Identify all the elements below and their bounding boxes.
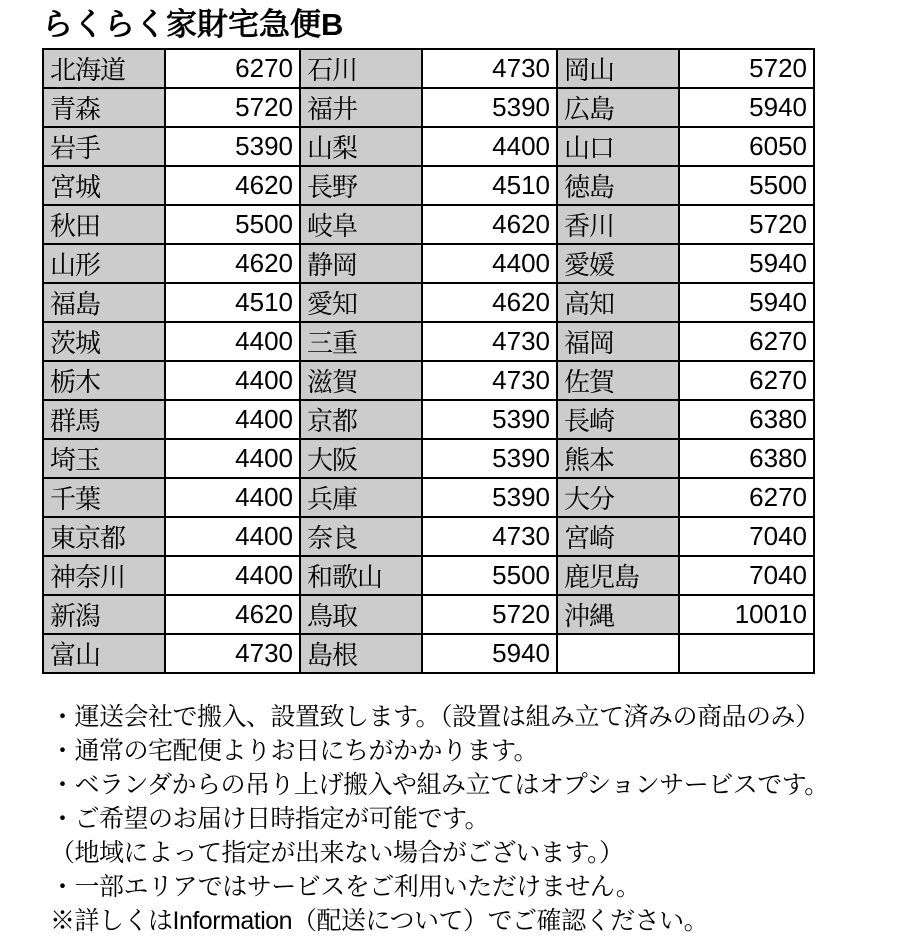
fee-cell: 4400: [165, 556, 300, 595]
fee-cell: 4620: [165, 595, 300, 634]
table-row: [43, 322, 814, 361]
prefecture-cell: 兵庫: [300, 478, 422, 517]
fee-cell: 4620: [422, 283, 557, 322]
notes-list: [50, 700, 878, 938]
fee-cell: 6270: [679, 361, 814, 400]
prefecture-cell: 青森: [43, 88, 165, 127]
table-row: [43, 361, 814, 400]
note-line: ※詳しくはInformation（配送について）でご確認ください。: [50, 907, 709, 935]
fee-cell: 4620: [422, 205, 557, 244]
table-row: [43, 556, 814, 595]
table-row: [43, 595, 814, 634]
fee-cell: 4510: [165, 283, 300, 322]
table-row: [43, 127, 814, 166]
prefecture-cell: 鳥取: [300, 595, 422, 634]
fee-cell: 4400: [422, 127, 557, 166]
note-line: ・一部エリアではサービスをご利用いただけません。: [50, 873, 641, 901]
fee-cell: 6270: [679, 478, 814, 517]
fee-cell: 6380: [679, 439, 814, 478]
note-line: ・ベランダからの吊り上げ搬入や組み立てはオプションサービスです。: [50, 771, 829, 799]
prefecture-cell: 宮崎: [557, 517, 679, 556]
table-row: [43, 634, 814, 673]
shipping-fee-table: [42, 48, 815, 674]
prefecture-cell: 茨城: [43, 322, 165, 361]
note-line: ・運送会社で搬入、設置致します。（設置は組み立て済みの商品のみ）: [50, 703, 820, 731]
table-row: [43, 400, 814, 439]
prefecture-cell: 広島: [557, 88, 679, 127]
fee-table-body: [43, 49, 814, 673]
prefecture-cell: 岡山: [557, 49, 679, 88]
fee-cell: 6270: [165, 49, 300, 88]
prefecture-cell: 沖縄: [557, 595, 679, 634]
fee-cell: 5940: [679, 88, 814, 127]
prefecture-cell: 徳島: [557, 166, 679, 205]
fee-cell: 4730: [165, 634, 300, 673]
fee-cell: 6050: [679, 127, 814, 166]
fee-cell: 4510: [422, 166, 557, 205]
prefecture-cell: 滋賀: [300, 361, 422, 400]
prefecture-cell: 石川: [300, 49, 422, 88]
prefecture-cell: 福島: [43, 283, 165, 322]
fee-cell: 5500: [165, 205, 300, 244]
prefecture-cell: 和歌山: [300, 556, 422, 595]
table-row: [43, 244, 814, 283]
table-row: [43, 49, 814, 88]
prefecture-cell: 香川: [557, 205, 679, 244]
prefecture-cell: 新潟: [43, 595, 165, 634]
prefecture-cell: 東京都: [43, 517, 165, 556]
fee-cell: 5390: [422, 478, 557, 517]
prefecture-cell: 大分: [557, 478, 679, 517]
prefecture-cell: 神奈川: [43, 556, 165, 595]
prefecture-cell: 熊本: [557, 439, 679, 478]
table-row: [43, 478, 814, 517]
fee-cell: 6380: [679, 400, 814, 439]
prefecture-cell: 岐阜: [300, 205, 422, 244]
prefecture-cell: 島根: [300, 634, 422, 673]
prefecture-cell: 長野: [300, 166, 422, 205]
table-row: [43, 205, 814, 244]
prefecture-cell: 長崎: [557, 400, 679, 439]
prefecture-cell: 岩手: [43, 127, 165, 166]
fee-cell: 5940: [679, 283, 814, 322]
fee-cell: 4400: [165, 439, 300, 478]
prefecture-cell: 群馬: [43, 400, 165, 439]
page-title: らくらく家財宅急便B: [42, 7, 344, 42]
fee-cell: 4400: [165, 400, 300, 439]
prefecture-cell: 北海道: [43, 49, 165, 88]
prefecture-cell: 富山: [43, 634, 165, 673]
table-row: [43, 439, 814, 478]
empty-cell: [679, 634, 814, 673]
fee-cell: 4400: [165, 322, 300, 361]
note-line: ・ご希望のお届け日時指定が可能です。: [50, 805, 490, 833]
fee-cell: 4400: [165, 517, 300, 556]
prefecture-cell: 京都: [300, 400, 422, 439]
fee-cell: 4730: [422, 361, 557, 400]
note-line: ・通常の宅配便よりお日にちがかかります。: [50, 737, 539, 765]
prefecture-cell: 大阪: [300, 439, 422, 478]
fee-cell: 10010: [679, 595, 814, 634]
fee-cell: 4400: [422, 244, 557, 283]
table-row: [43, 88, 814, 127]
prefecture-cell: 山口: [557, 127, 679, 166]
fee-cell: 4730: [422, 49, 557, 88]
fee-cell: 5390: [422, 400, 557, 439]
fee-cell: 7040: [679, 517, 814, 556]
fee-cell: 4730: [422, 517, 557, 556]
table-row: [43, 166, 814, 205]
prefecture-cell: 福岡: [557, 322, 679, 361]
fee-cell: 5500: [679, 166, 814, 205]
fee-cell: 4620: [165, 244, 300, 283]
prefecture-cell: 栃木: [43, 361, 165, 400]
prefecture-cell: 千葉: [43, 478, 165, 517]
fee-cell: 5720: [165, 88, 300, 127]
fee-cell: 5720: [679, 205, 814, 244]
fee-cell: 4400: [165, 361, 300, 400]
prefecture-cell: 福井: [300, 88, 422, 127]
prefecture-cell: 愛媛: [557, 244, 679, 283]
table-row: [43, 283, 814, 322]
prefecture-cell: 佐賀: [557, 361, 679, 400]
fee-cell: 5500: [422, 556, 557, 595]
fee-cell: 6270: [679, 322, 814, 361]
prefecture-cell: 山形: [43, 244, 165, 283]
prefecture-cell: 三重: [300, 322, 422, 361]
prefecture-cell: 静岡: [300, 244, 422, 283]
fee-cell: 5720: [679, 49, 814, 88]
empty-cell: [557, 634, 679, 673]
fee-cell: 7040: [679, 556, 814, 595]
prefecture-cell: 秋田: [43, 205, 165, 244]
prefecture-cell: 愛知: [300, 283, 422, 322]
prefecture-cell: 鹿児島: [557, 556, 679, 595]
prefecture-cell: 宮城: [43, 166, 165, 205]
fee-cell: 4620: [165, 166, 300, 205]
fee-cell: 4400: [165, 478, 300, 517]
table-row: [43, 517, 814, 556]
note-line: （地域によって指定が出来ない場合がございます。）: [50, 839, 624, 867]
prefecture-cell: 奈良: [300, 517, 422, 556]
fee-cell: 5940: [422, 634, 557, 673]
fee-cell: 5720: [422, 595, 557, 634]
fee-cell: 5390: [422, 88, 557, 127]
prefecture-cell: 高知: [557, 283, 679, 322]
fee-cell: 5390: [165, 127, 300, 166]
prefecture-cell: 山梨: [300, 127, 422, 166]
fee-cell: 5390: [422, 439, 557, 478]
fee-cell: 5940: [679, 244, 814, 283]
prefecture-cell: 埼玉: [43, 439, 165, 478]
fee-cell: 4730: [422, 322, 557, 361]
